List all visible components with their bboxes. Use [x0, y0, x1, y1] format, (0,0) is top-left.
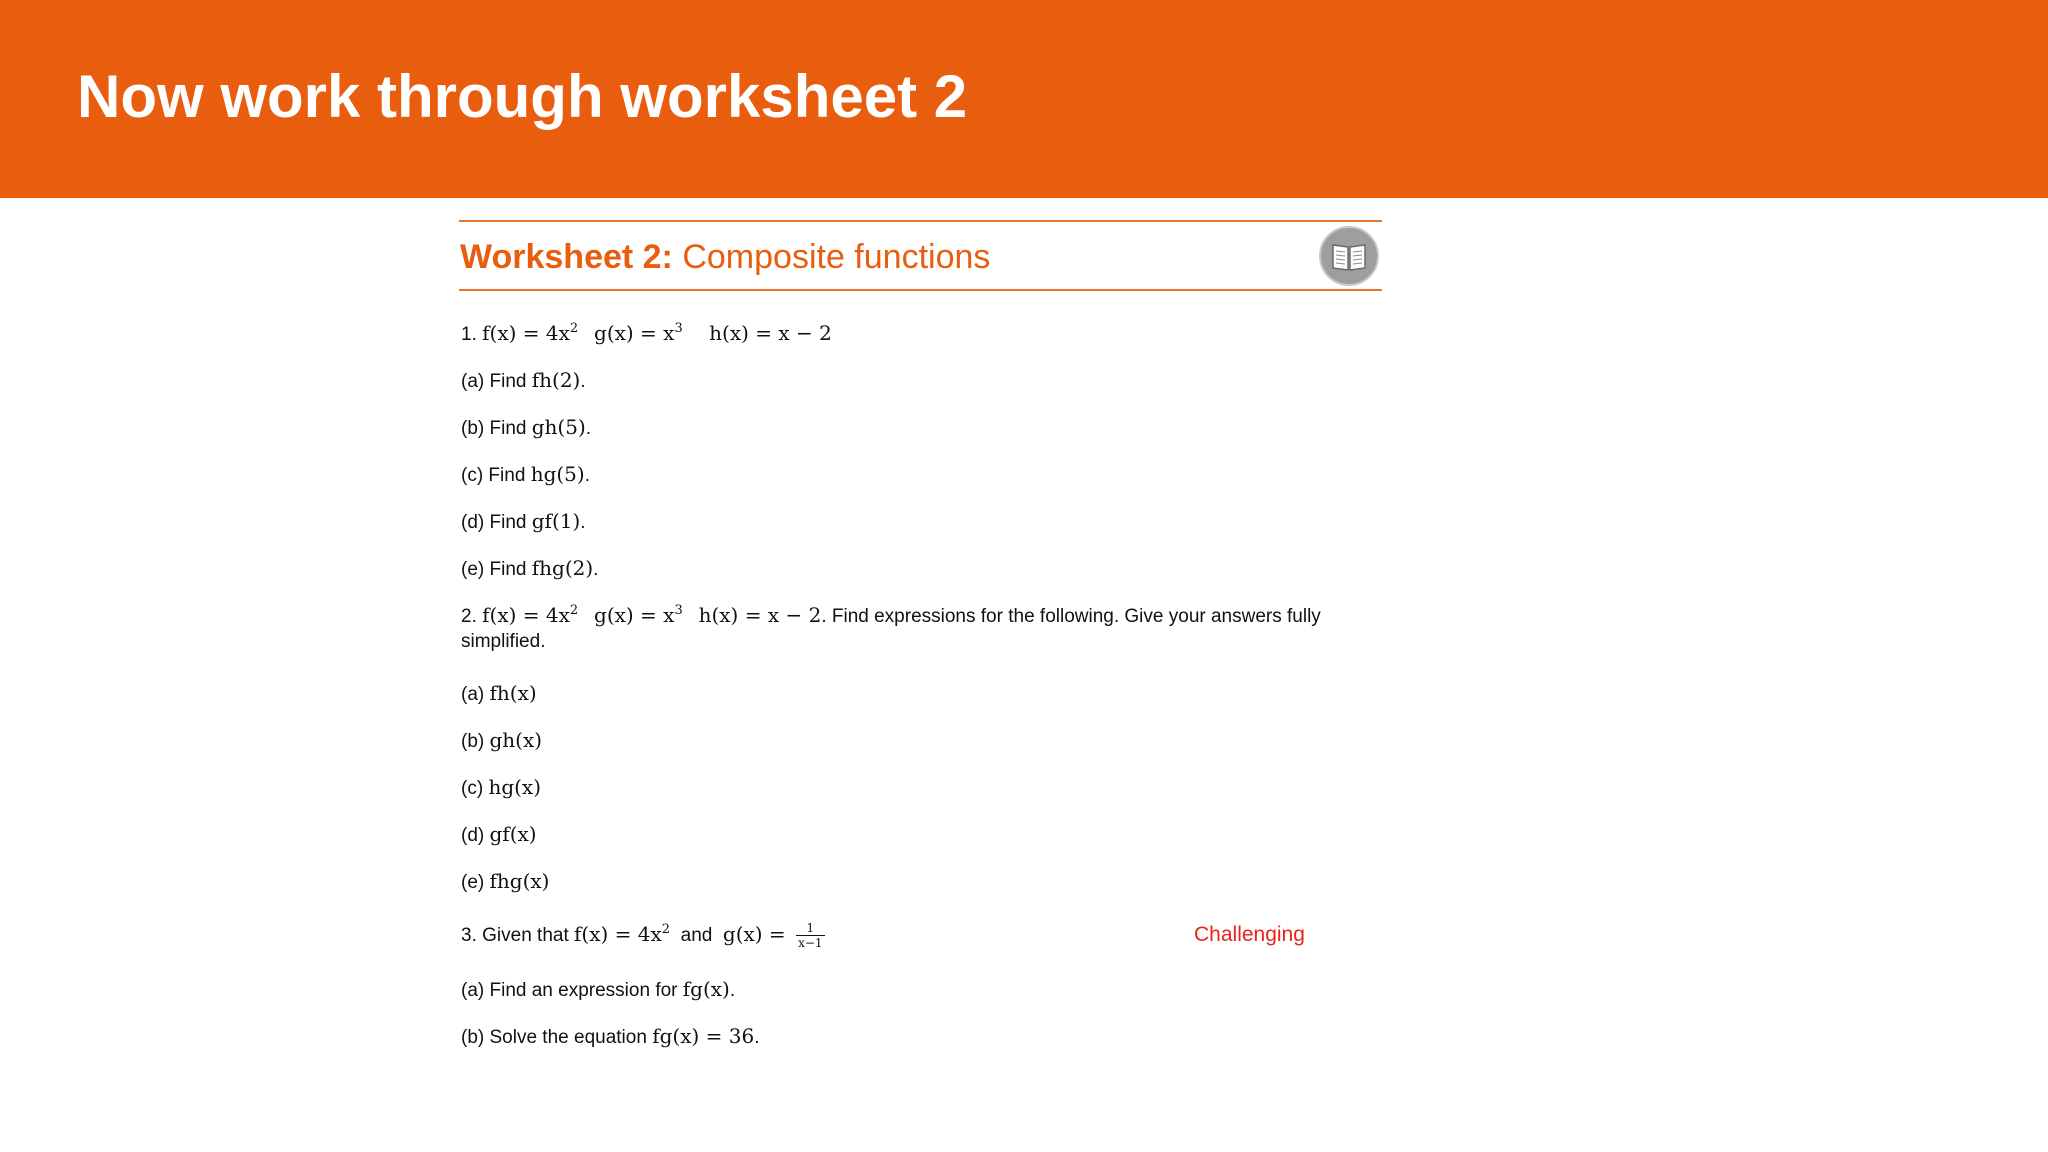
q2-g-def: $g(x) = x^3$ — [594, 603, 683, 627]
question-2-intro-cont: simplified. — [461, 631, 546, 652]
q2-part-a: (a) fh(x) — [461, 681, 537, 705]
question-3-intro: 3. Given that $f(x) = 4x^2$ and g(x) = $\frac{1}{x-1}$ — [461, 921, 823, 950]
book-icon — [1319, 226, 1379, 286]
q2-f-def: $f(x) = 4x^2$ — [482, 603, 579, 627]
q3-f-def: $f(x) = 4x^2$ — [574, 922, 671, 946]
q3-part-b: (b) Solve the equation fg(x) = 36. — [461, 1024, 760, 1048]
q2-part-b: (b) gh(x) — [461, 728, 543, 752]
q1-part-e: (e) Find fhg(2). — [461, 556, 599, 580]
q1-f-def: $f(x) = 4x^2$ — [482, 321, 579, 345]
q1-number: 1. — [461, 324, 483, 345]
q2-h-def: h(x) = x − 2 — [698, 603, 822, 627]
q1-part-c: (c) Find hg(5). — [461, 462, 590, 486]
worksheet-title — [460, 237, 990, 277]
question-2-intro: 2. $f(x) = 4x^2$ $g(x) = x^3$ h(x) = x − 2. Find expressions for the following. Give your answers fully — [461, 603, 1321, 627]
q3-g-def: g(x) = $\frac{1}{x-1}$ — [722, 921, 823, 950]
q2-part-d: (d) gf(x) — [461, 822, 537, 846]
challenging-label: Challenging — [1194, 923, 1305, 946]
q3-part-a: (a) Find an expression for fg(x). — [461, 977, 736, 1001]
q1-h-def: h(x) = x − 2 — [709, 321, 832, 345]
q1-g-def: $g(x) = x^3$ — [594, 321, 683, 345]
worksheet-panel — [459, 220, 1382, 1080]
worksheet-label: Worksheet 2: — [460, 238, 673, 276]
slide-title: Now work through worksheet 2 — [77, 63, 968, 130]
title-banner — [0, 0, 2048, 198]
q3-g-fraction: $\frac{1}{x-1}$ — [798, 921, 823, 950]
q2-instruction: . Find expressions for the following. Give your answers fully — [821, 606, 1321, 627]
header-bottom-rule — [459, 289, 1382, 291]
question-1-intro — [461, 321, 832, 347]
q1-part-d: (d) Find gf(1). — [461, 509, 586, 533]
q1-part-b: (b) Find gh(5). — [461, 415, 592, 439]
q1-part-a: (a) Find fh(2). — [461, 368, 586, 392]
worksheet-subtitle: Composite functions — [682, 238, 991, 276]
header-top-rule — [459, 220, 1382, 222]
q2-part-c: (c) hg(x) — [461, 775, 542, 799]
q2-part-e: (e) fhg(x) — [461, 869, 550, 893]
